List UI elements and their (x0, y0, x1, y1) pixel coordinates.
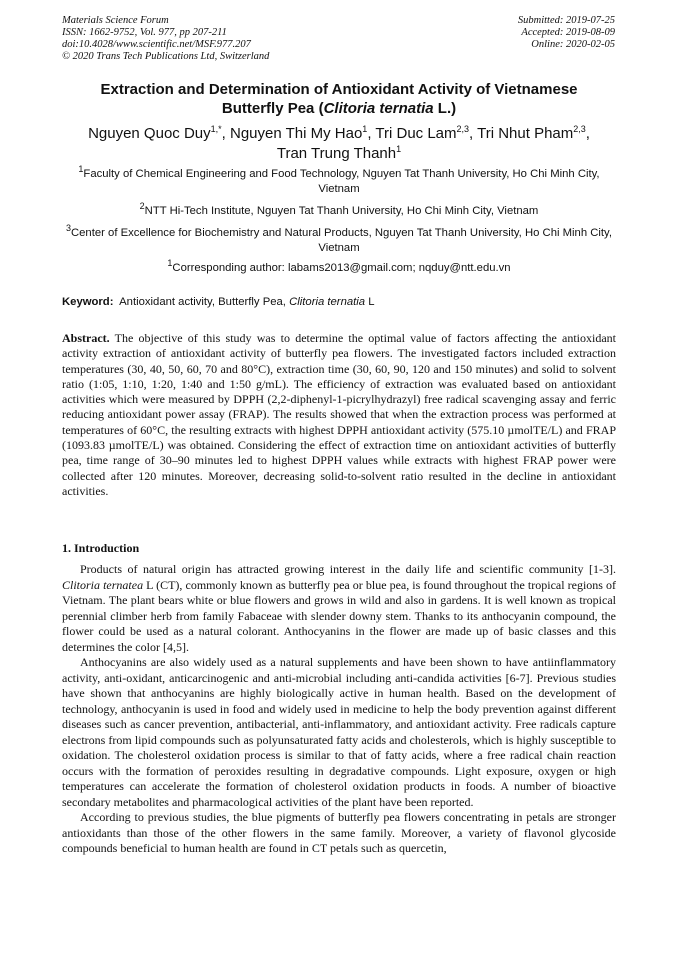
paragraph-1 (62, 562, 616, 655)
keyword-text: L (365, 296, 375, 308)
author-name: Tran Trung Thanh (276, 145, 397, 162)
affiliation-text: Faculty of Chemical Engineering and Food Technology, Nguyen Tat Thanh University, Ho Chi Minh City, Vietnam (83, 168, 600, 195)
online-date: Online: 2020-02-05 (531, 39, 615, 50)
author-affil: 2,3 (456, 124, 470, 134)
affiliation-3 (62, 223, 616, 255)
journal-header (62, 15, 269, 63)
paragraph-text: Products of natural origin has attracted growing interest in the daily life and scientific community [1-3]. (80, 562, 616, 576)
journal-copyright: © 2020 Trans Tech Publications Ltd, Switzerland (62, 51, 270, 62)
author-affil: 2,3 (573, 124, 586, 134)
introduction-body (62, 562, 616, 857)
corresponding-text: Corresponding author: labams2013@gmail.com; nqduy@ntt.edu.vn (172, 262, 511, 274)
title-text: L.) (433, 100, 457, 117)
accepted-date: Accepted: 2019-08-09 (521, 27, 615, 38)
affiliation-mark: 1 (167, 258, 173, 269)
keywords (62, 295, 616, 309)
title-line-2 (62, 99, 616, 118)
author-line-1 (62, 124, 616, 144)
journal-name: Materials Science Forum (62, 15, 169, 26)
author-sep: , (469, 125, 478, 142)
author-name: Tri Duc Lam (375, 125, 457, 142)
author-affil: 1 (396, 144, 402, 154)
affiliation-text: NTT Hi-Tech Institute, Nguyen Tat Thanh University, Ho Chi Minh City, Vietnam (144, 205, 539, 217)
journal-doi: doi:10.4028/www.scientific.net/MSF.977.207 (62, 39, 251, 50)
section-heading: 1. Introduction (62, 541, 140, 555)
affiliation-2 (62, 201, 616, 219)
author-list (62, 124, 616, 164)
author-sep: , (221, 125, 230, 142)
affiliation-1 (62, 164, 616, 196)
paragraph-text: L (CT), commonly known as butterfly pea or blue pea, is found throughout the tropical regions of Vietnam. The plant bears white or blue flowers and grows in wild and also in gardens. It is well known as tropical perennial climber herb from family Fabaceae with slender downy stem. Thanks to its anthocyanin compound, the flower could be used as a natural colorant. Anthocyanins in the flower are made up of basic classes and this determines the color [4,5]. (62, 577, 617, 654)
abstract (62, 331, 616, 499)
author-name: Nguyen Quoc Duy (88, 125, 211, 142)
author-line-2 (62, 144, 616, 164)
author-affil: 1 (362, 124, 368, 134)
affiliation-mark: 3 (65, 223, 71, 234)
abstract-label: Abstract. (62, 331, 110, 345)
author-sep: , (585, 125, 590, 142)
paper-title (62, 80, 616, 118)
dates-header (518, 15, 615, 51)
affiliation-text: Center of Excellence for Biochemistry and Natural Products, Nguyen Tat Thanh University, Ho Chi Minh City, Vietnam (70, 227, 613, 254)
keyword-label: Keyword: (62, 296, 114, 308)
author-name: Nguyen Thi My Hao (230, 125, 363, 142)
paragraph-2: Anthocyanins are also widely used as a natural supplements and have been shown to have antiinflammatory activity, anti-oxidant, anticarcinogenic and anti-microbial including anti-candida activities [6-7]. Previous studies have shown that anthocyanins are highly biologically active in human health. Based on the development of technology, anthocyanin is used in food and widely used in medicine to help the body prevention against different diseases such as cancer prevention, antibacterial, anti-inflammatory, and antioxidant activity. Free radicals capture electrons from lipid compounds such as polyunsaturated fatty acids and cholesterols, which is highly susceptible to oxidation. The cholesterol oxidation process is similar to that of fatty acids, where a free radical chain reaction occurs with the formation of peroxides resulting in degradative compounds. Light exposure, oxygen or high temperatures can accelerate the formation of cholesterol oxidation products in foods. A number of bioactive secondary metabolites and pharmacological activities of the plant have been reported. (62, 655, 616, 809)
affiliation-mark: 1 (78, 164, 84, 175)
journal-issn: ISSN: 1662-9752, Vol. 977, pp 207-211 (62, 27, 227, 38)
title-text: Butterfly Pea ( (221, 100, 324, 117)
keyword-species: Clitoria ternatia (289, 296, 366, 308)
abstract-text: The objective of this study was to determine the optimal value of factors affecting the antioxidant activity extraction of antioxidant activity of butterfly pea flowers. The investigated factors included extraction temperatures (30, 40, 50, 60, 70 and 80°C), extraction time (30, 60, 90, 120 and 150 minutes) and solid to solvent ratio (1:05, 1:10, 1:20, 1:40 and 1:50 g/mL). The efficiency of extraction was evaluated based on antioxidant activities which were measured by DPPH (2,2-diphenyl-1-picrylhydrazyl) free radical scavenging assay and ferric reducing antioxidant power assay (FRAP). The results showed that when the extraction process was performed at temperatures of 60°C, the resulting extracts with highest DPPH antioxidant activity (575.10 µmolTE/L) and FRAP (1093.83 µmolTE/L) was obtained. Considering the effect of extraction time on antioxidant activities of butterfly pea, time range of 30–90 minutes led to highest DPPH values while extracts with highest FRAP power were collected after 120 minutes. Moreover, decreasing solid-to-solvent ratio resulted in the decline in antioxidant activities. (62, 331, 616, 498)
author-sep: , (367, 125, 376, 142)
keyword-text: Antioxidant activity, Butterfly Pea, (113, 296, 290, 308)
title-species: Clitoria ternatia (323, 100, 434, 117)
affiliation-mark: 2 (139, 201, 145, 212)
species-name: Clitoria ternatea (62, 577, 144, 592)
author-affil: 1,* (210, 124, 222, 134)
author-name: Tri Nhut Pham (477, 125, 574, 142)
title-line-1: Extraction and Determination of Antioxidant Activity of Vietnamese (100, 81, 578, 98)
corresponding-author (62, 258, 616, 276)
submitted-date: Submitted: 2019-07-25 (517, 15, 615, 26)
paragraph-3: According to previous studies, the blue pigments of butterfly pea flowers concentrating in petals are stronger antioxidants than those of the other flowers in the same family. Moreover, a variety of flavonol glycoside compounds beneficial to human health are found in CT petals such as quercetin, (62, 810, 616, 855)
